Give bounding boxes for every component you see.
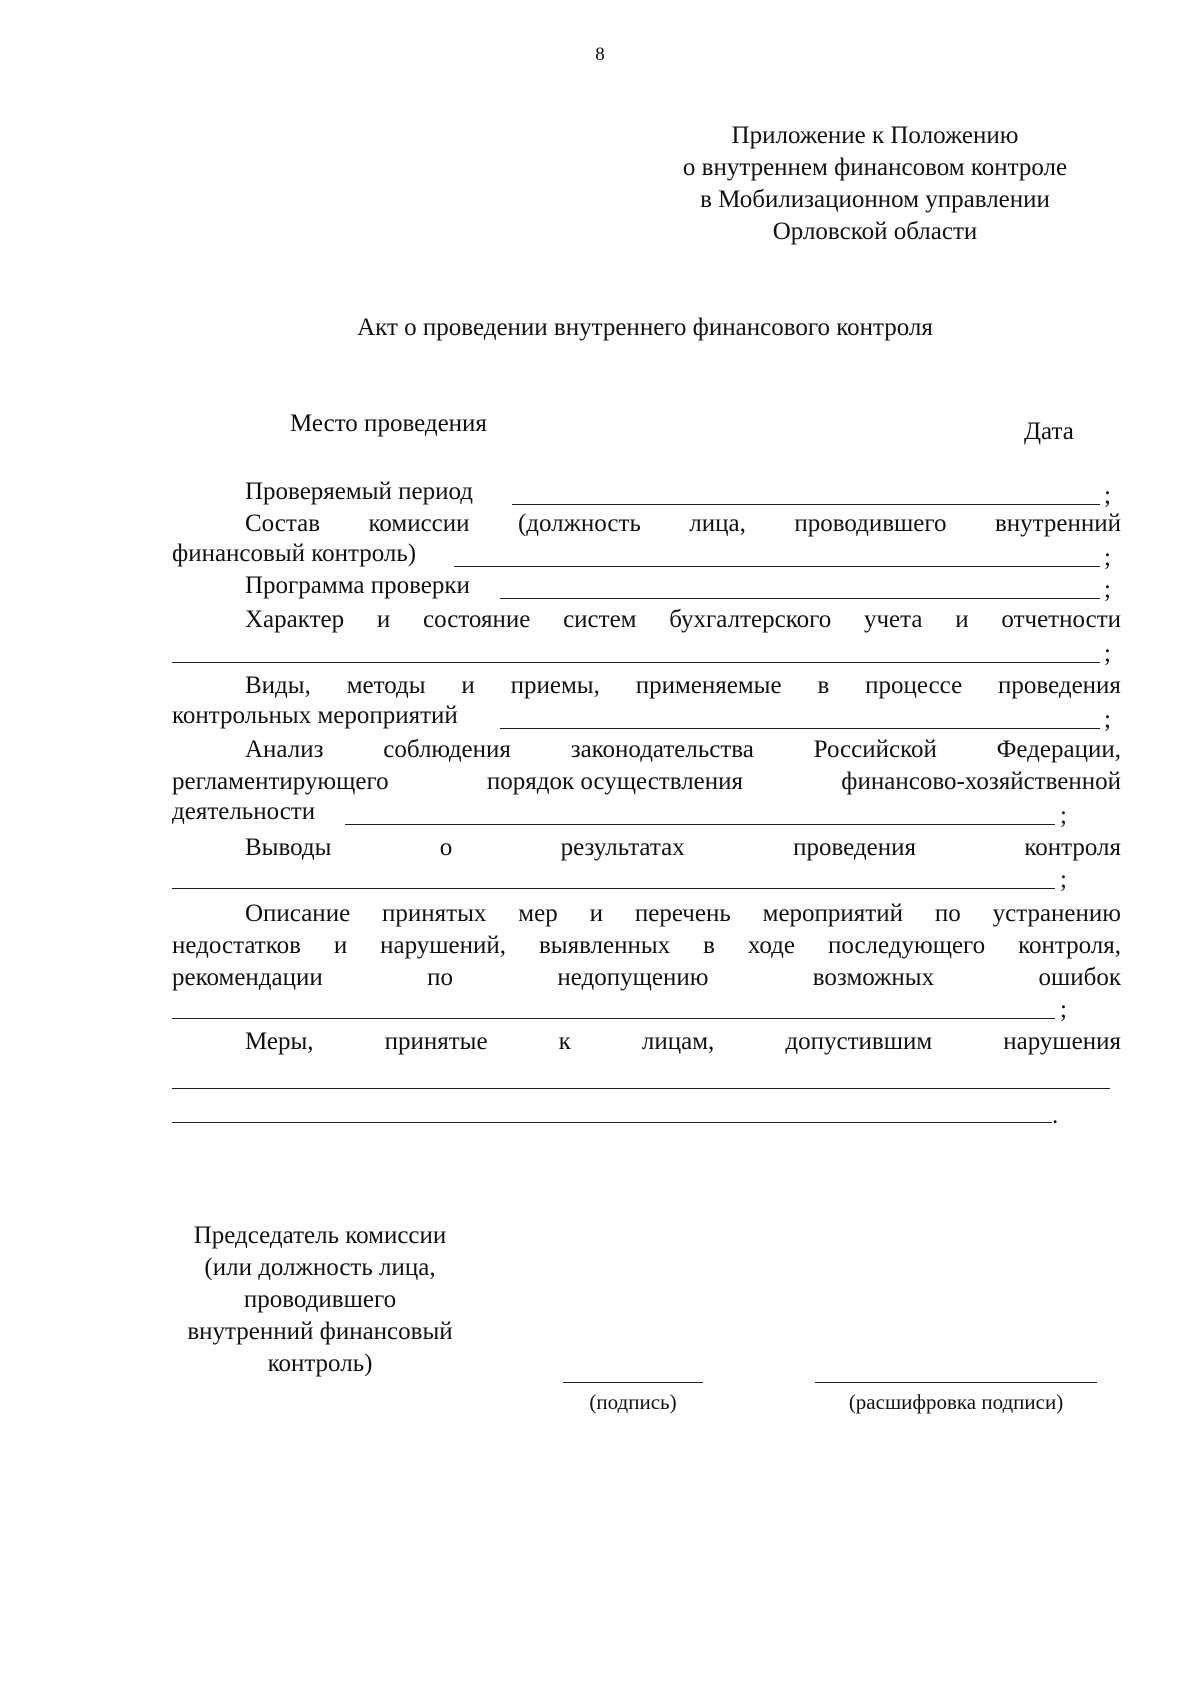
word: устранению — [992, 900, 1121, 927]
decode-caption: (расшифровка подписи) — [848, 1390, 1064, 1414]
chairman-line: контроль) — [267, 1350, 373, 1377]
description-row-3 — [172, 964, 1121, 993]
word: проведения — [998, 672, 1121, 699]
page-number: 8 — [595, 44, 605, 65]
commission-row — [245, 510, 1121, 539]
measures-blank-line-2 — [172, 1122, 1052, 1123]
word: приемы, — [510, 672, 600, 699]
word: проведения — [793, 834, 916, 861]
signature-caption: (подпись) — [589, 1390, 677, 1414]
word: недопущению — [557, 964, 709, 991]
word: Описание — [245, 900, 351, 927]
word: возможных — [812, 964, 935, 991]
chairman-line: (или должность лица, — [204, 1254, 436, 1281]
word: по — [427, 964, 454, 991]
word: рекомендации — [172, 964, 323, 991]
word: по — [934, 900, 961, 927]
word: и — [461, 672, 475, 699]
word: в — [703, 932, 715, 959]
word: Федерации, — [996, 736, 1121, 763]
appendix-line: в Мобилизационном управлении — [700, 186, 1050, 213]
word: комиссии — [368, 510, 470, 537]
commission-label-cont: финансовый контроль) — [172, 540, 417, 567]
word: отчетности — [1001, 606, 1121, 633]
word: процессе — [865, 672, 963, 699]
word: Анализ — [245, 736, 324, 763]
chairman-line: Председатель комиссии — [193, 1222, 447, 1249]
word: в — [817, 672, 830, 699]
word: регламентирующего — [172, 768, 389, 795]
description-semicolon: ; — [1060, 996, 1067, 1023]
word: принятые — [384, 1028, 488, 1055]
word: последующего — [827, 932, 986, 959]
word: нарушения — [1003, 1028, 1121, 1055]
word: выявленных — [538, 932, 671, 959]
chairman-label — [150, 1220, 490, 1380]
word: (должность — [517, 510, 641, 537]
word: и — [333, 932, 348, 959]
character-semicolon: ; — [1104, 640, 1111, 667]
document-title: Акт о проведении внутреннего финансового контроля — [357, 314, 933, 341]
chairman-line: проводившего — [243, 1286, 397, 1313]
word: Характер — [245, 606, 345, 633]
conclusions-row — [245, 834, 1121, 863]
word: методы — [346, 672, 426, 699]
analysis-semicolon: ; — [1060, 802, 1067, 829]
word: финансово-хозяйственной — [841, 768, 1121, 795]
description-blank-line — [172, 1018, 1055, 1019]
word: и — [376, 606, 391, 633]
word: лицам, — [641, 1028, 715, 1055]
character-row — [245, 606, 1121, 635]
word: мер — [518, 900, 558, 927]
methods-label-cont: контрольных мероприятий — [172, 702, 458, 729]
methods-semicolon: ; — [1104, 706, 1111, 733]
conclusions-semicolon: ; — [1060, 866, 1067, 893]
measures-row — [245, 1028, 1121, 1057]
commission-semicolon: ; — [1104, 544, 1111, 571]
word: систем — [563, 606, 637, 633]
methods-row — [245, 672, 1121, 701]
measures-period: . — [1052, 1102, 1059, 1129]
word: недостатков — [172, 932, 301, 959]
methods-blank-line — [500, 728, 1100, 729]
program-label: Программа проверки — [245, 572, 470, 599]
appendix-line: Приложение к Положению — [731, 122, 1019, 149]
word: мероприятий — [762, 900, 903, 927]
appendix-line: Орловской области — [772, 218, 978, 245]
word: о — [439, 834, 453, 861]
analysis-blank-line — [345, 824, 1055, 825]
word: Виды, — [245, 672, 311, 699]
word: к — [558, 1028, 571, 1055]
word: принятых — [382, 900, 487, 927]
decode-line — [815, 1382, 1097, 1383]
description-row — [245, 900, 1121, 929]
word: контроля — [1024, 834, 1121, 861]
analysis-row — [245, 736, 1121, 765]
appendix-header — [640, 120, 1110, 248]
word: и — [589, 900, 603, 927]
word: ошибок — [1038, 964, 1121, 991]
word: Выводы — [245, 834, 332, 861]
period-label: Проверяемый период — [245, 478, 474, 505]
date-label: Дата — [1024, 418, 1074, 445]
program-blank-line — [500, 598, 1100, 599]
period-semicolon: ; — [1104, 482, 1111, 509]
word: применяемые — [635, 672, 782, 699]
word: нарушений, — [380, 932, 507, 959]
word: порядок осуществления — [486, 768, 744, 795]
word: проводившего — [794, 510, 947, 537]
word: Российской — [813, 736, 937, 763]
measures-blank-line — [172, 1088, 1110, 1089]
word: лица, — [689, 510, 746, 537]
commission-blank-line — [454, 566, 1100, 567]
period-blank-line — [512, 504, 1100, 505]
word: бухгалтерского — [669, 606, 832, 633]
description-row-2 — [172, 932, 1121, 961]
word: ходе — [747, 932, 796, 959]
program-semicolon: ; — [1104, 576, 1111, 603]
word: учета — [863, 606, 923, 633]
word: соблюдения — [383, 736, 511, 763]
appendix-line: о внутреннем финансовом контроле — [682, 154, 1068, 181]
character-blank-line — [172, 662, 1100, 663]
word: законодательства — [570, 736, 754, 763]
word: Состав — [245, 510, 321, 537]
conclusions-blank-line — [172, 888, 1055, 889]
analysis-row-2 — [172, 768, 1121, 797]
word: перечень — [634, 900, 731, 927]
word: допустившим — [785, 1028, 933, 1055]
word: внутренний — [994, 510, 1121, 537]
chairman-line: внутренний финансовый — [187, 1318, 453, 1345]
word: состояние — [423, 606, 531, 633]
word: контроля, — [1018, 932, 1121, 959]
place-label: Место проведения — [290, 410, 487, 437]
analysis-label-cont: деятельности — [172, 798, 316, 825]
signature-line — [563, 1382, 703, 1383]
word: результатах — [560, 834, 685, 861]
word: и — [955, 606, 969, 633]
word: Меры, — [245, 1028, 314, 1055]
